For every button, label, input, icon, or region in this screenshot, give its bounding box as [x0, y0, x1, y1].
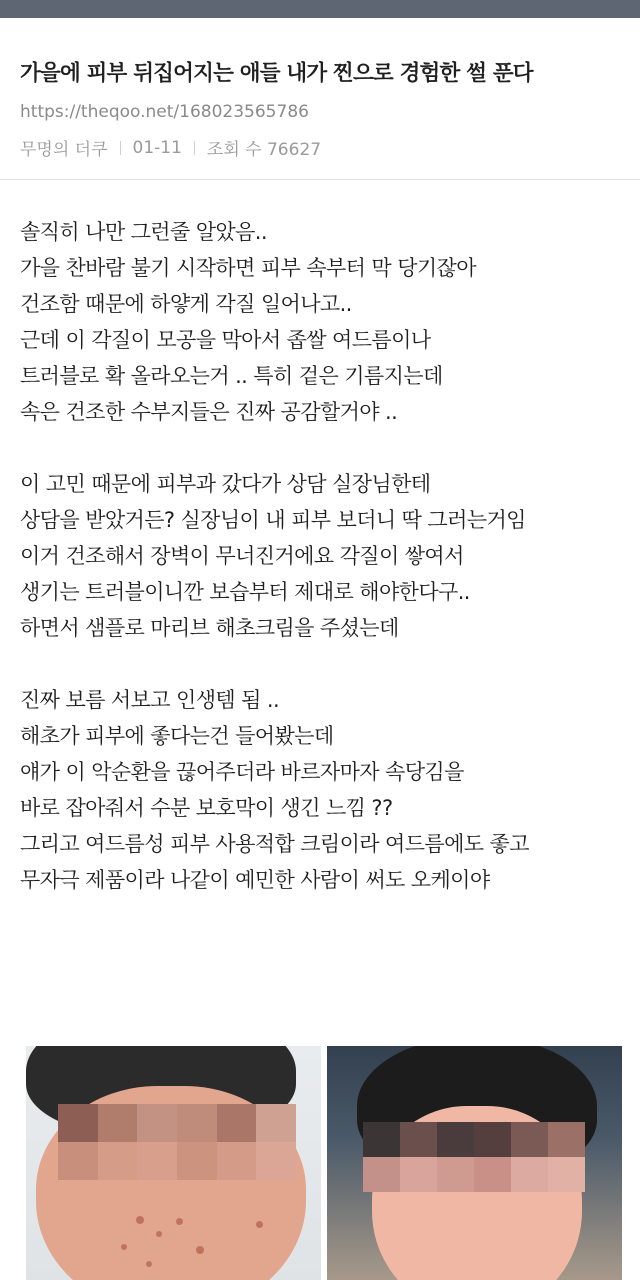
body-line: 근데 이 각질이 모공을 막아서 좁쌀 여드름이나 [20, 328, 431, 352]
body-line: 가을 찬바람 불기 시작하면 피부 속부터 막 당기잖아 [20, 256, 476, 280]
post-url[interactable]: https://theqoo.net/168023565786 [20, 102, 309, 122]
author-name[interactable]: 무명의 더쿠 [20, 140, 108, 160]
body-line: 이 고민 때문에 피부과 갔다가 상담 실장님한테 [20, 472, 431, 496]
skin-spot [121, 1244, 127, 1250]
top-strip [0, 0, 640, 18]
body-line: 속은 건조한 수부지들은 진짜 공감할거야 .. [20, 400, 398, 424]
body-line: 진짜 보름 서보고 인생템 됨 .. [20, 688, 280, 712]
view-count: 조회 수 76627 [206, 140, 322, 160]
paragraph-2 [20, 466, 630, 646]
photo-row [26, 1046, 622, 1280]
body-line: 이거 건조해서 장벽이 무너진거에요 각질이 쌓여서 [20, 544, 464, 568]
after-photo[interactable] [327, 1046, 622, 1280]
paragraph-3 [20, 682, 630, 898]
blur-mosaic [363, 1122, 585, 1192]
skin-spot [256, 1221, 263, 1228]
body-line: 무자극 제품이라 나같이 예민한 사람이 써도 오케이야 [20, 868, 490, 892]
body-line: 생기는 트러블이니깐 보습부터 제대로 해야한다구.. [20, 580, 470, 604]
body-line: 해초가 피부에 좋다는건 들어봤는데 [20, 724, 334, 748]
post-header [0, 18, 640, 180]
meta-divider [120, 141, 121, 155]
post-meta [20, 135, 321, 160]
body-line: 얘가 이 악순환을 끊어주더라 바르자마자 속당김을 [20, 760, 464, 784]
body-line: 하면서 샘플로 마리브 해초크림을 주셨는데 [20, 616, 399, 640]
body-line: 바로 잡아줘서 수분 보호막이 생긴 느낌 ?? [20, 796, 393, 820]
body-line: 상담을 받았거든? 실장님이 내 피부 보더니 딱 그러는거임 [20, 508, 526, 532]
post-title: 가을에 피부 뒤집어지는 애들 내가 찐으로 경험한 썰 푼다 [20, 61, 533, 86]
before-photo[interactable] [26, 1046, 321, 1280]
meta-divider [194, 141, 195, 155]
post-body [20, 214, 630, 934]
body-line: 그리고 여드름성 피부 사용적합 크림이라 여드름에도 좋고 [20, 832, 529, 856]
paragraph-1 [20, 214, 630, 430]
skin-spot [156, 1231, 162, 1237]
blur-mosaic [58, 1104, 296, 1180]
skin-spot [176, 1218, 183, 1225]
post-date: 01-11 [132, 137, 182, 158]
skin-spot [146, 1261, 152, 1267]
skin-spot [136, 1216, 144, 1224]
body-line: 건조함 때문에 하얗게 각질 일어나고.. [20, 292, 352, 316]
body-line: 트러블로 확 올라오는거 .. 특히 겉은 기름지는데 [20, 364, 443, 388]
body-line: 솔직히 나만 그런줄 알았음.. [20, 220, 267, 244]
skin-spot [196, 1246, 204, 1254]
